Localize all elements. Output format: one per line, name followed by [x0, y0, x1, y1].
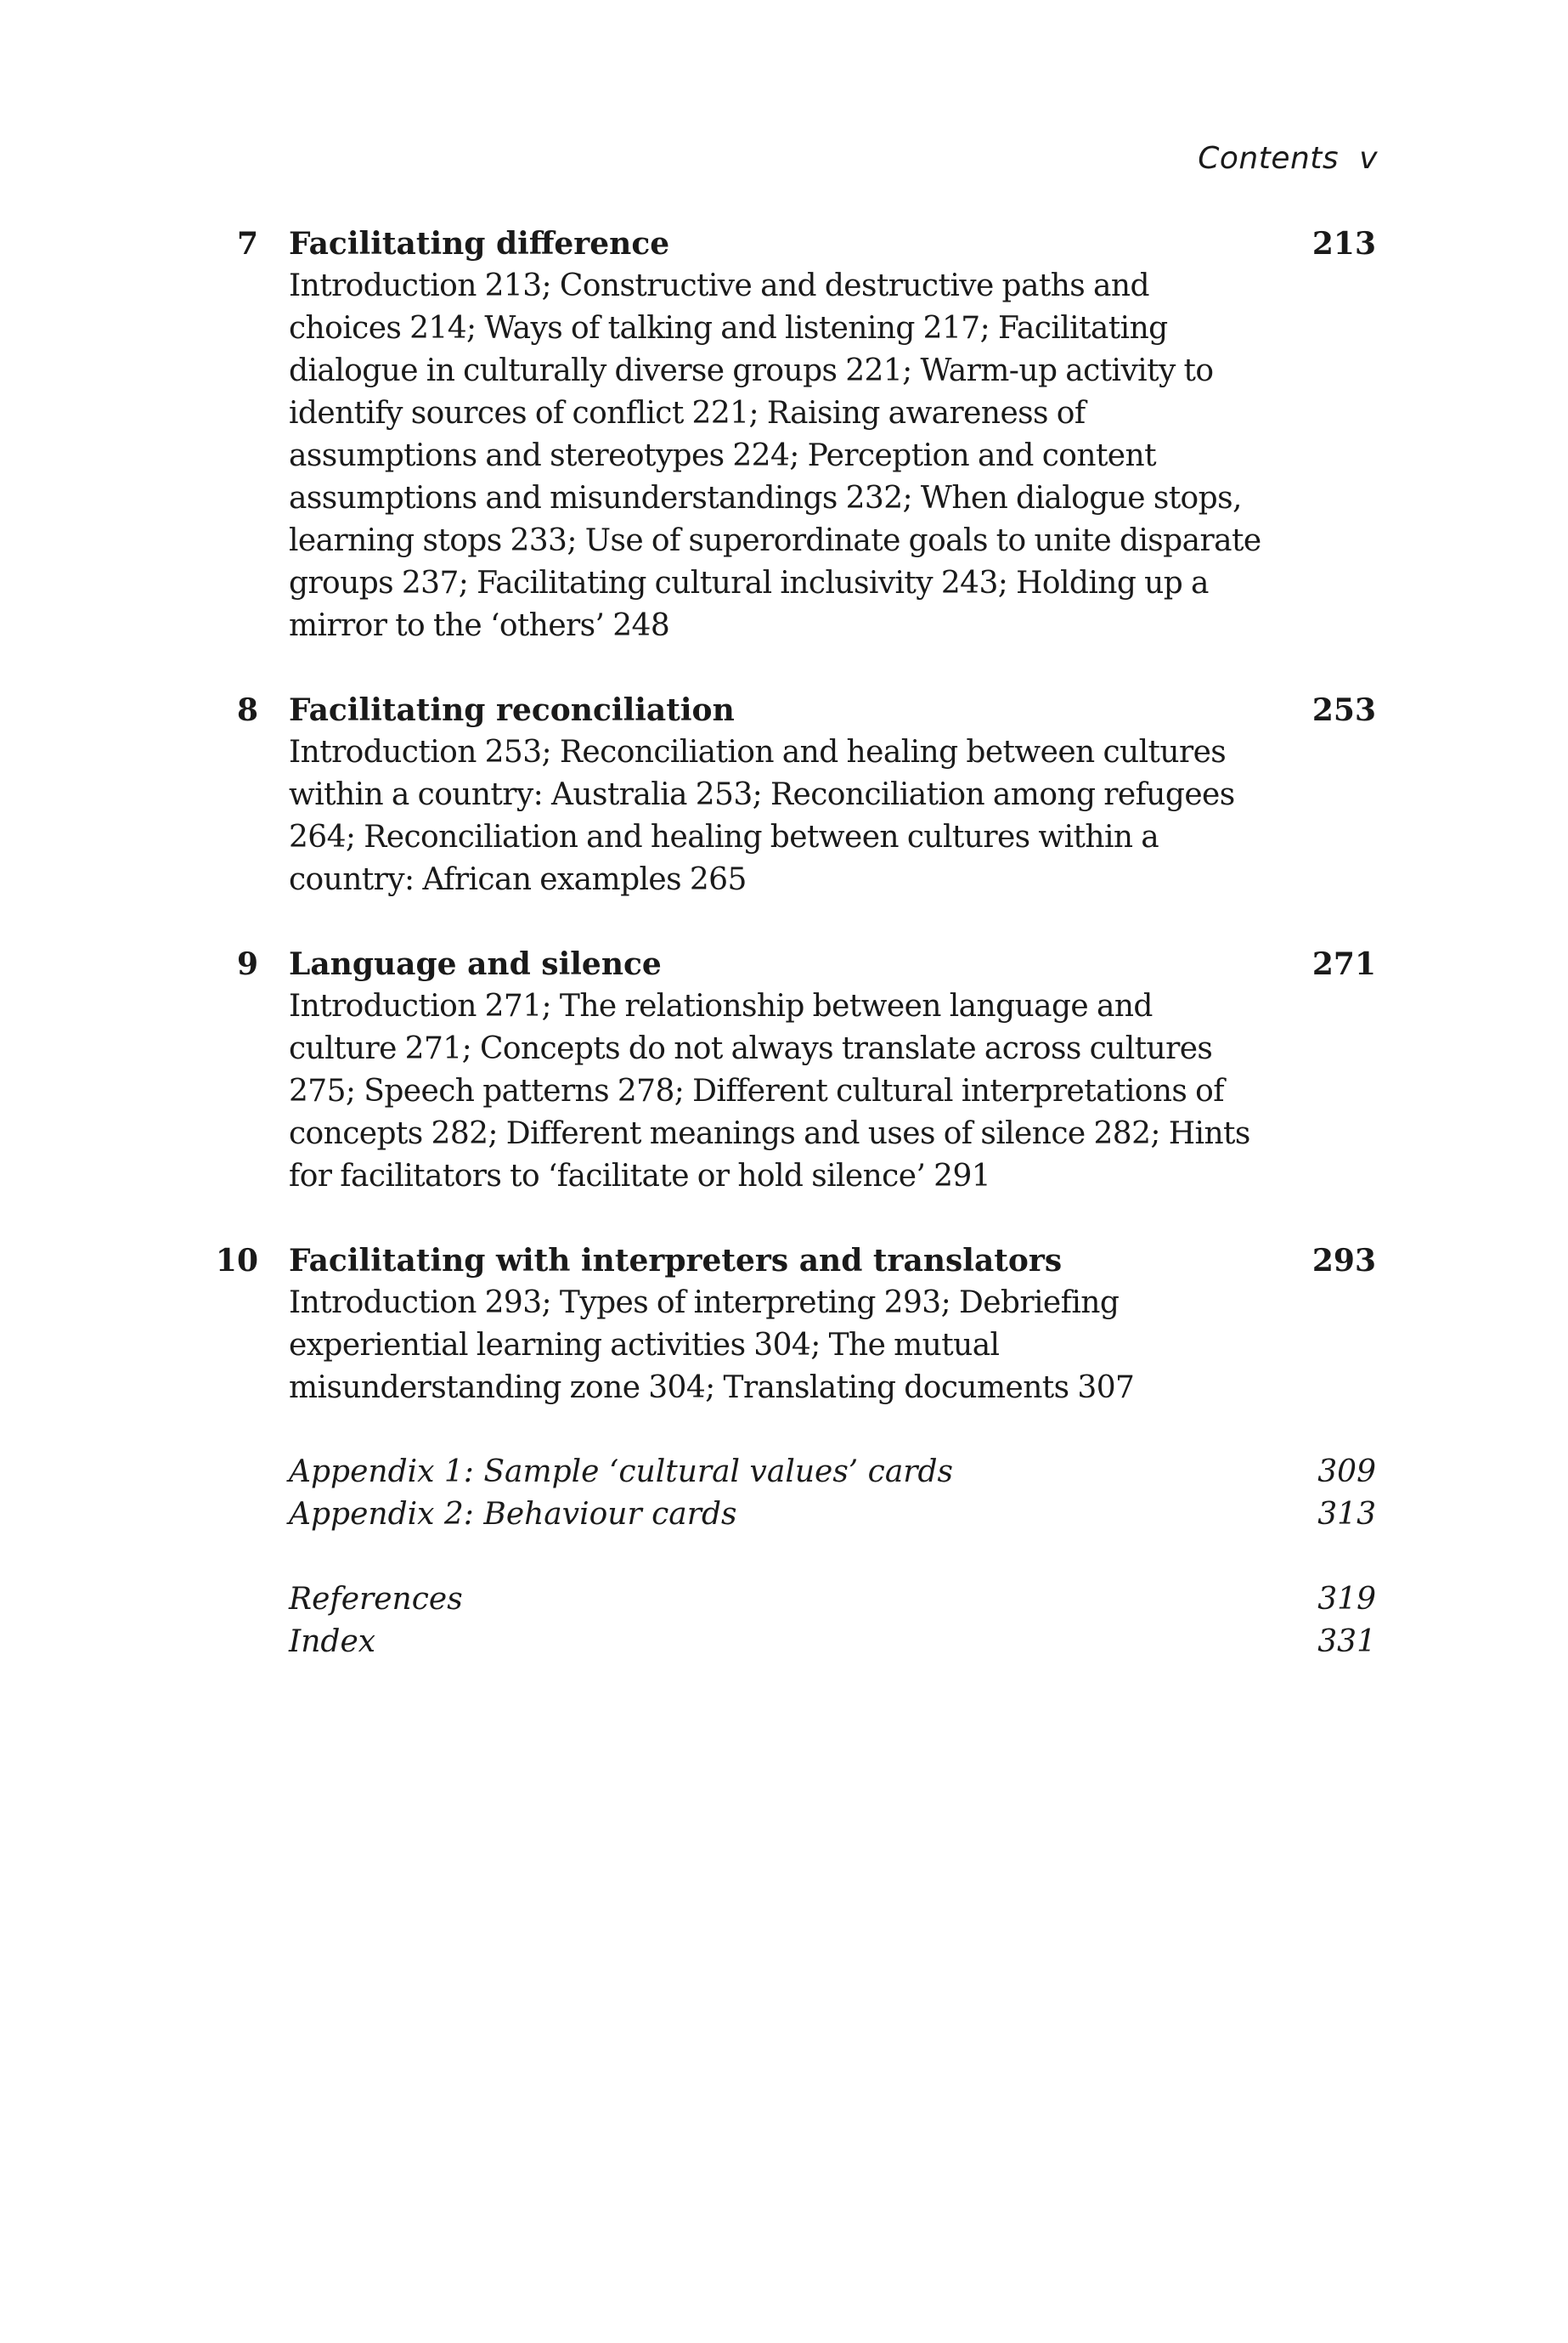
chapter-page-number: 213	[1311, 226, 1376, 262]
appendix-page-number: 313	[1317, 1497, 1376, 1532]
running-head	[1198, 141, 1378, 176]
chapter-number: 7	[236, 226, 258, 262]
chapter-page-number: 293	[1311, 1243, 1376, 1279]
toc-index	[289, 1621, 1376, 1663]
chapter-page-number: 253	[1311, 692, 1376, 728]
chapter-title: Facilitating with interpreters and translators	[289, 1243, 1063, 1279]
index-title: Index	[289, 1624, 376, 1659]
toc-appendix-2	[289, 1493, 1376, 1536]
appendix-title: Appendix 2: Behaviour cards	[289, 1497, 737, 1532]
chapter-section-list: Introduction 213; Constructive and destructive paths and choices 214; Ways of talking and listening 217; Facilitating dialogue in culturally diverse groups 221; Warm-up activity to identify sources of conflict 221; Raising awareness of assumptions and stereotypes 224; Perception and content assumptions and misunderstandings 232; When dialogue stops, learning stops 233; Use of superordinate goals to unite disparate groups 237; Facilitating cultural inclusivity 243; Holding up a mirror to the ‘others’ 248	[289, 268, 1261, 643]
chapter-number: 8	[236, 692, 258, 728]
chapter-section-list: Introduction 293; Types of interpreting 293; Debriefing experiential learning activities 304; The mutual misunderstanding zone 304; Translating documents 307	[289, 1285, 1135, 1405]
table-of-contents	[0, 223, 1568, 1663]
references-page-number: 319	[1317, 1582, 1376, 1617]
toc-references	[289, 1578, 1376, 1621]
chapter-number: 9	[236, 946, 258, 982]
chapter-page-number: 271	[1311, 946, 1376, 982]
toc-chapter-9	[0, 943, 1568, 1198]
chapter-title: Facilitating reconciliation	[289, 692, 735, 728]
chapter-title: Facilitating difference	[289, 226, 670, 262]
toc-chapter-7	[0, 223, 1568, 647]
toc-appendix-1	[289, 1451, 1376, 1493]
toc-chapter-10	[0, 1239, 1568, 1409]
chapter-number: 10	[215, 1243, 258, 1279]
chapter-title: Language and silence	[289, 946, 662, 982]
appendix-title: Appendix 1: Sample ‘cultural values’ cards	[289, 1454, 954, 1489]
page-folio: v	[1359, 141, 1378, 176]
index-page-number: 331	[1317, 1624, 1376, 1659]
endmatter-list	[289, 1578, 1376, 1663]
toc-chapter-8	[0, 689, 1568, 901]
appendix-page-number: 309	[1317, 1454, 1376, 1489]
chapter-section-list: Introduction 253; Reconciliation and healing between cultures within a country: Australia 253; Reconciliation among refugees 264; Reconciliation and healing between cultures within a country: African examples 265	[289, 735, 1235, 897]
references-title: References	[289, 1582, 463, 1617]
running-head-title: Contents	[1198, 141, 1340, 176]
chapter-section-list: Introduction 271; The relationship between language and culture 271; Concepts do not always translate across cultures 275; Speech patterns 278; Different cultural interpretations of concepts 282; Different meanings and uses of silence 282; Hints for facilitators to ‘facilitate or hold silence’ 291	[289, 989, 1250, 1194]
appendix-list	[289, 1451, 1376, 1536]
